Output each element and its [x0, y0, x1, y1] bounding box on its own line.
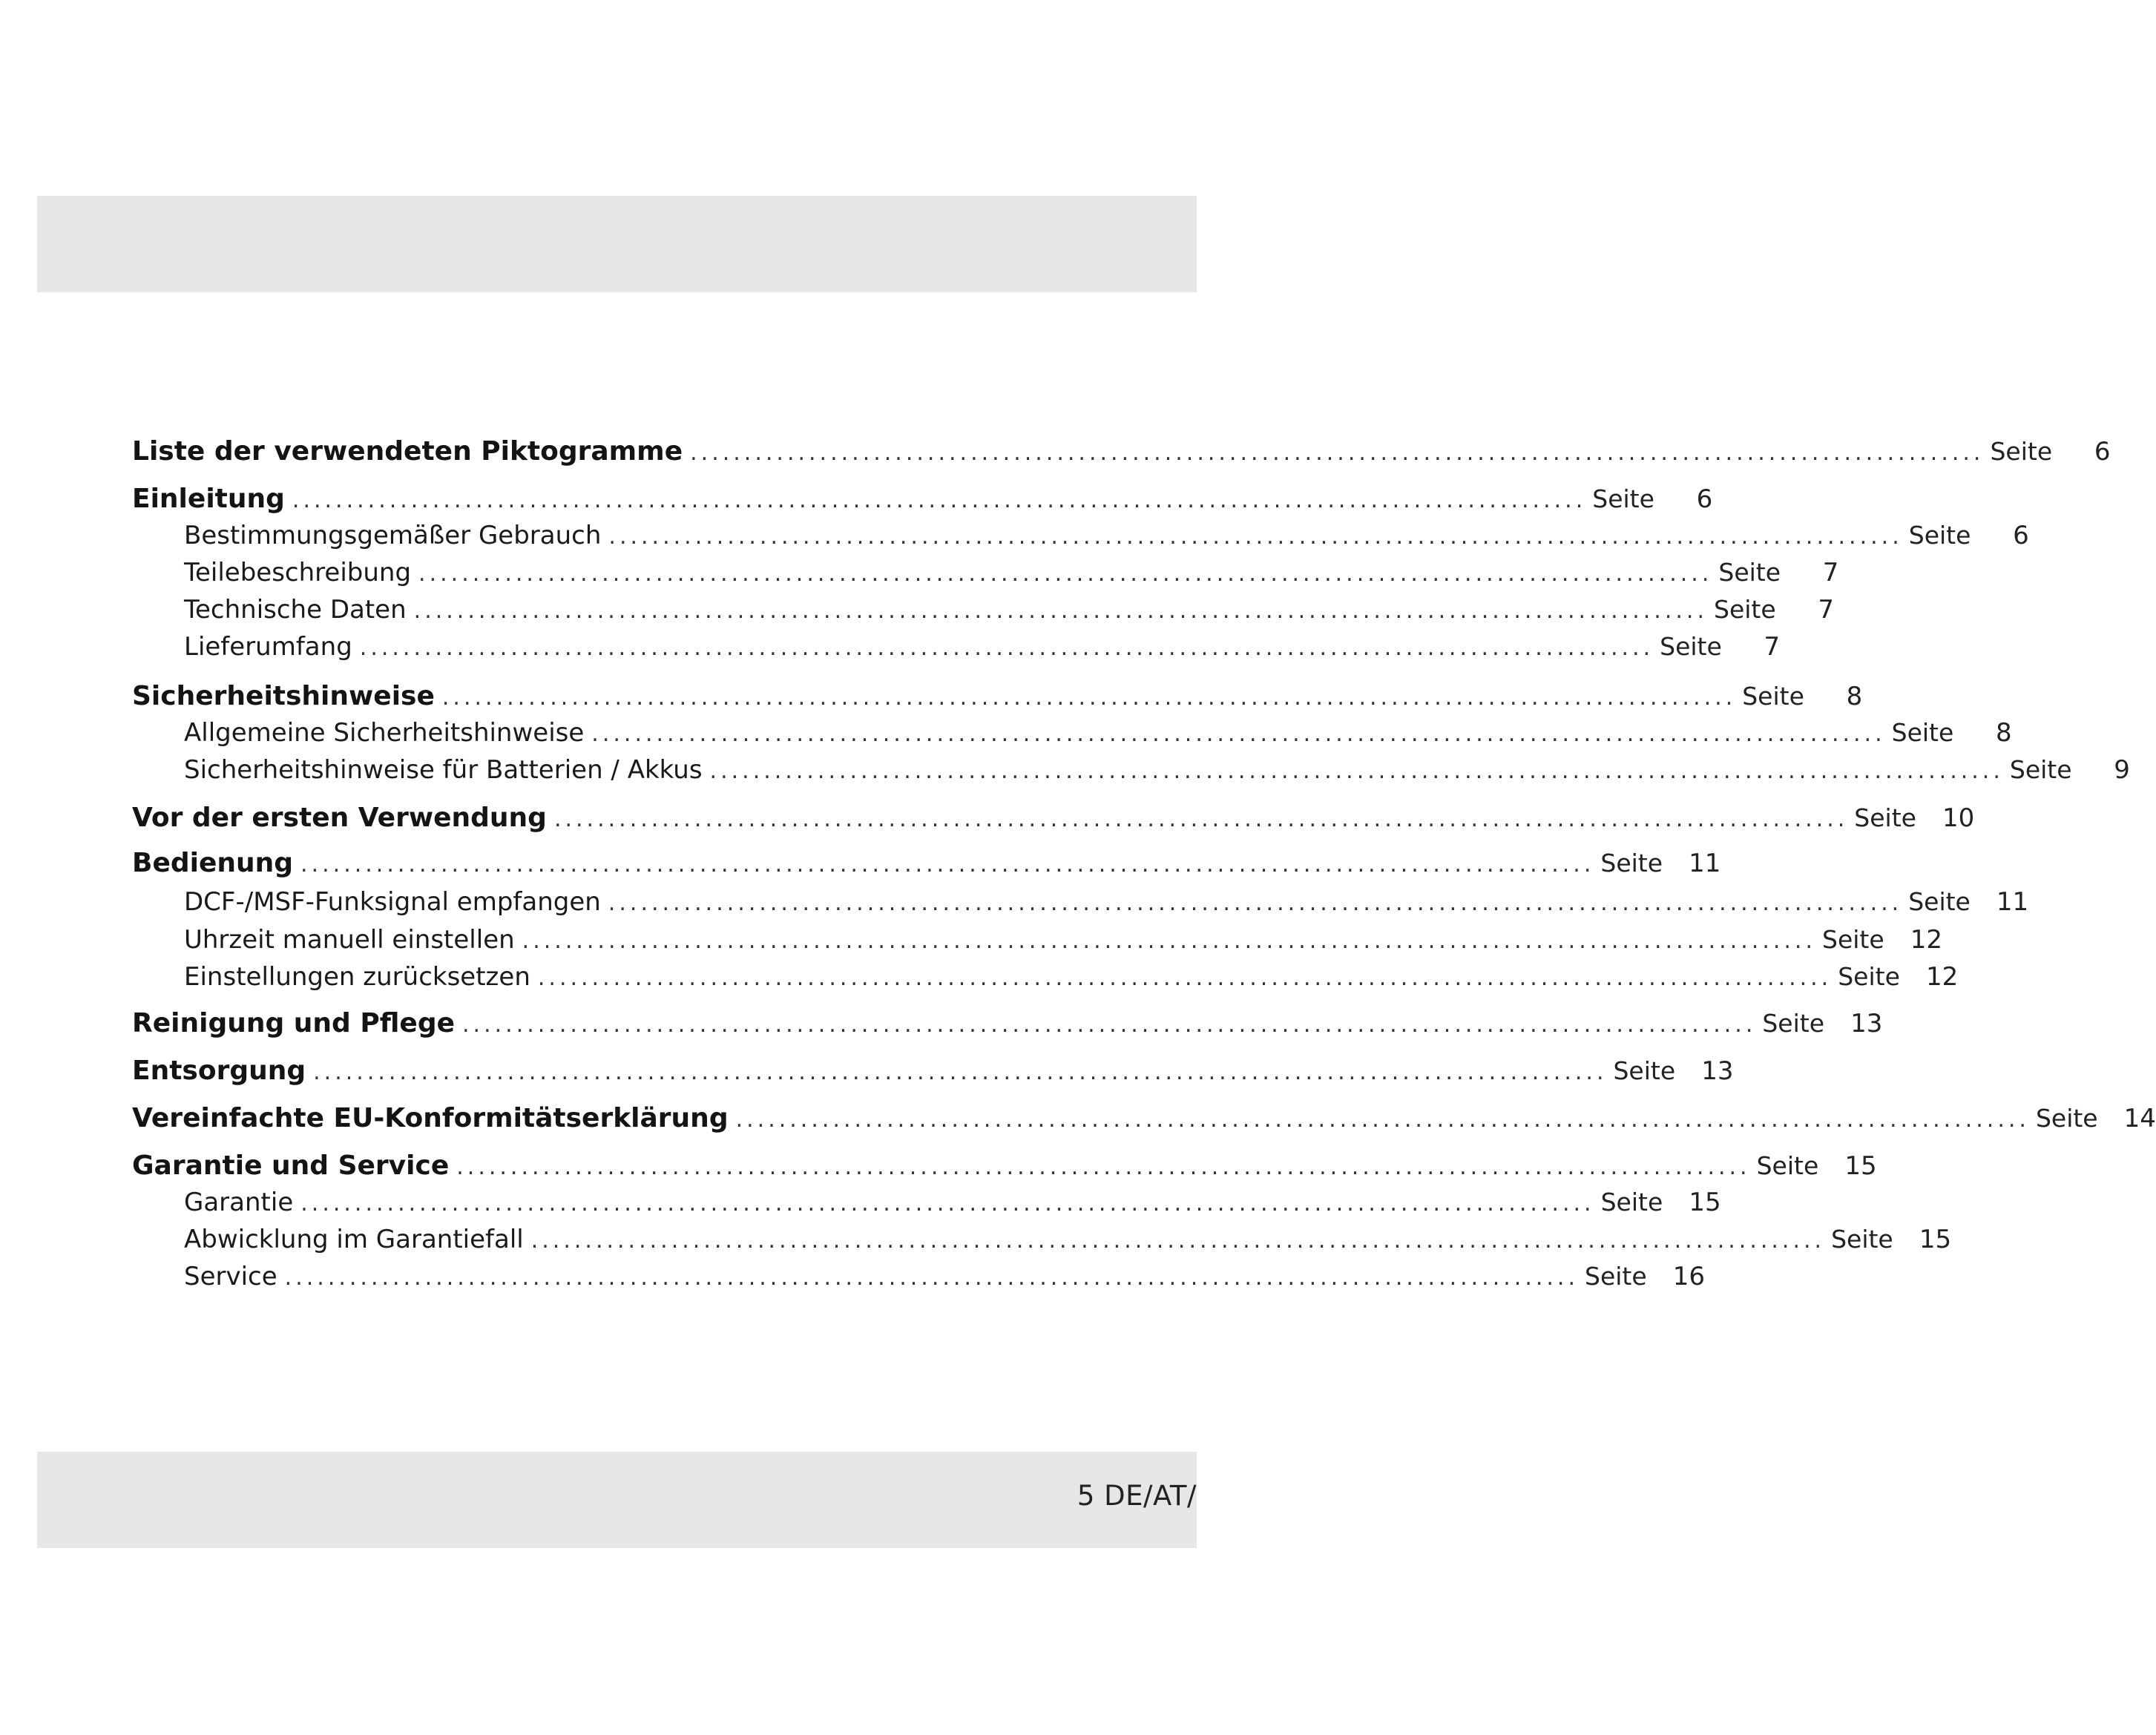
toc-page-word: Seite [1592, 484, 1654, 513]
toc-entry-title: DCF-/MSF-Funksignal empfangen [184, 887, 601, 917]
toc-page-word: Seite [1714, 595, 1776, 624]
toc-entry[interactable] [132, 1188, 1721, 1226]
toc-entry-title: Sicherheitshinweise für Batterien / Akkus [184, 755, 703, 785]
toc-page-number: 10 [1942, 803, 1975, 833]
toc-entry[interactable] [132, 681, 1863, 720]
toc-entry[interactable] [132, 1056, 1734, 1094]
dot-leader: ........................................................................................................................ [462, 1012, 1757, 1038]
dot-leader: ........................................................................................................................ [608, 890, 1903, 916]
toc-entry[interactable] [132, 595, 1834, 633]
toc-page-number: 14 [2123, 1104, 2156, 1133]
dot-leader: ........................................................................................................................ [418, 561, 1713, 587]
toc-entry-title: Teilebeschreibung [184, 558, 412, 587]
toc-page-word: Seite [1718, 558, 1781, 587]
toc-page-word: Seite [1831, 1225, 1893, 1254]
dot-leader: ........................................................................................................................ [537, 965, 1833, 991]
toc-page-number: 11 [1689, 849, 1721, 878]
toc-entry[interactable] [132, 1262, 1706, 1300]
toc-page-number: 6 [2013, 521, 2029, 550]
toc-entry[interactable] [132, 436, 2111, 475]
toc-entry[interactable] [132, 962, 1959, 1001]
toc-page-word: Seite [1762, 1009, 1825, 1038]
dot-leader: ........................................................................................................................ [441, 685, 1737, 711]
dot-leader: ........................................................................................................................ [292, 487, 1587, 513]
toc-entry[interactable] [132, 887, 2029, 926]
toc-entry[interactable] [132, 632, 1781, 671]
toc-page-number: 8 [1846, 682, 1863, 711]
toc-page-word: Seite [1838, 962, 1900, 991]
toc-entry-title: Bedienung [132, 848, 294, 878]
toc-entry-title: Vereinfachte EU-Konformitätserklärung [132, 1103, 729, 1133]
toc-entry-title: Abwicklung im Garantiefall [184, 1225, 524, 1254]
toc-page-number: 6 [1696, 484, 1713, 514]
toc-page-word: Seite [1822, 925, 1884, 954]
toc-page-word: Seite [2035, 1104, 2098, 1133]
toc-page-word: Seite [1600, 849, 1663, 878]
dot-leader: ........................................................................................................................ [690, 440, 1985, 466]
toc-entry[interactable] [132, 925, 1943, 964]
toc-entry-title: Uhrzeit manuell einstellen [184, 925, 515, 955]
footer-band [37, 1452, 1197, 1548]
toc-entry-title: Entsorgung [132, 1056, 306, 1086]
toc-entry-title: Technische Daten [184, 595, 407, 625]
dot-leader: ........................................................................................................................ [313, 1059, 1608, 1085]
dot-leader: ........................................................................................................................ [591, 721, 1886, 747]
dot-leader: ........................................................................................................................ [413, 598, 1708, 624]
dot-leader: ........................................................................................................................ [456, 1154, 1751, 1180]
toc-entry[interactable] [132, 848, 1721, 886]
toc-page-number: 16 [1672, 1262, 1706, 1291]
toc-page-word: Seite [1742, 682, 1804, 711]
toc-entry[interactable] [132, 1150, 1877, 1189]
toc-page-number: 7 [1818, 595, 1834, 625]
toc-entry-title: Bestimmungsgemäßer Gebrauch [184, 521, 602, 550]
toc-entry[interactable] [132, 718, 2012, 757]
toc-page-number: 8 [1996, 718, 2012, 748]
dot-leader: ........................................................................................................................ [359, 635, 1654, 661]
toc-page-word: Seite [1990, 437, 2053, 466]
dot-leader: ........................................................................................................................ [300, 852, 1595, 878]
toc-entry-title: Einstellungen zurücksetzen [184, 962, 530, 992]
toc-entry[interactable] [132, 1225, 1952, 1263]
toc-entry[interactable] [132, 484, 1713, 522]
toc-page-number: 12 [1910, 925, 1943, 955]
toc-entry-title: Garantie [184, 1188, 294, 1217]
toc-page-word: Seite [1660, 632, 1722, 661]
header-band [37, 196, 1197, 292]
toc-page-word: Seite [1585, 1262, 1647, 1291]
toc-entry-title: Reinigung und Pflege [132, 1008, 456, 1038]
toc-entry[interactable] [132, 521, 2029, 559]
dot-leader: ........................................................................................................................ [300, 1191, 1595, 1217]
dot-leader: ........................................................................................................................ [530, 1228, 1826, 1254]
toc-page-number: 15 [1689, 1188, 1721, 1217]
toc-page-word: Seite [2009, 755, 2072, 784]
toc-entry[interactable] [132, 1103, 2156, 1142]
toc-entry-title: Einleitung [132, 484, 285, 514]
dot-leader: ........................................................................................................................ [735, 1107, 2030, 1133]
toc-page-number: 12 [1925, 962, 1959, 992]
toc-entry[interactable] [132, 803, 1975, 841]
toc-page-word: Seite [1756, 1151, 1819, 1180]
toc-entry-title: Garantie und Service [132, 1150, 450, 1181]
toc-page-word: Seite [1908, 887, 1971, 916]
toc-page-word: Seite [1891, 718, 1954, 747]
toc-page-number: 15 [1844, 1151, 1877, 1181]
toc-page-number: 7 [1764, 632, 1781, 662]
toc-page-number: 11 [1996, 887, 2029, 917]
toc-entry-title: Service [184, 1262, 277, 1291]
dot-leader: ........................................................................................................................ [709, 758, 2004, 784]
toc-entry-title: Allgemeine Sicherheitshinweise [184, 718, 585, 748]
toc-page-number: 6 [2094, 437, 2111, 467]
dot-leader: ........................................................................................................................ [553, 806, 1849, 832]
toc-page-number: 13 [1701, 1056, 1734, 1086]
toc-page-word: Seite [1854, 803, 1916, 832]
toc-page-number: 9 [2114, 755, 2130, 785]
toc-entry[interactable] [132, 755, 2130, 794]
toc-entry[interactable] [132, 1008, 1883, 1047]
toc-entry-title: Sicherheitshinweise [132, 681, 435, 711]
toc-entry-title: Lieferumfang [184, 632, 352, 662]
dot-leader: ........................................................................................................................ [522, 928, 1817, 954]
toc-page-word: Seite [1600, 1188, 1663, 1217]
toc-entry-title: Vor der ersten Verwendung [132, 803, 547, 833]
footer-page-label: 5 DE/AT/ [1077, 1480, 1197, 1512]
dot-leader: ........................................................................................................................ [608, 524, 1903, 550]
toc-page-word: Seite [1908, 521, 1971, 550]
toc-entry-title: Liste der verwendeten Piktogramme [132, 436, 683, 467]
toc-page-number: 13 [1850, 1009, 1883, 1038]
toc-page-number: 15 [1919, 1225, 1952, 1254]
toc-page-number: 7 [1822, 558, 1839, 587]
toc-entry[interactable] [132, 558, 1839, 596]
dot-leader: ........................................................................................................................ [284, 1265, 1580, 1291]
toc-page-word: Seite [1613, 1056, 1676, 1085]
